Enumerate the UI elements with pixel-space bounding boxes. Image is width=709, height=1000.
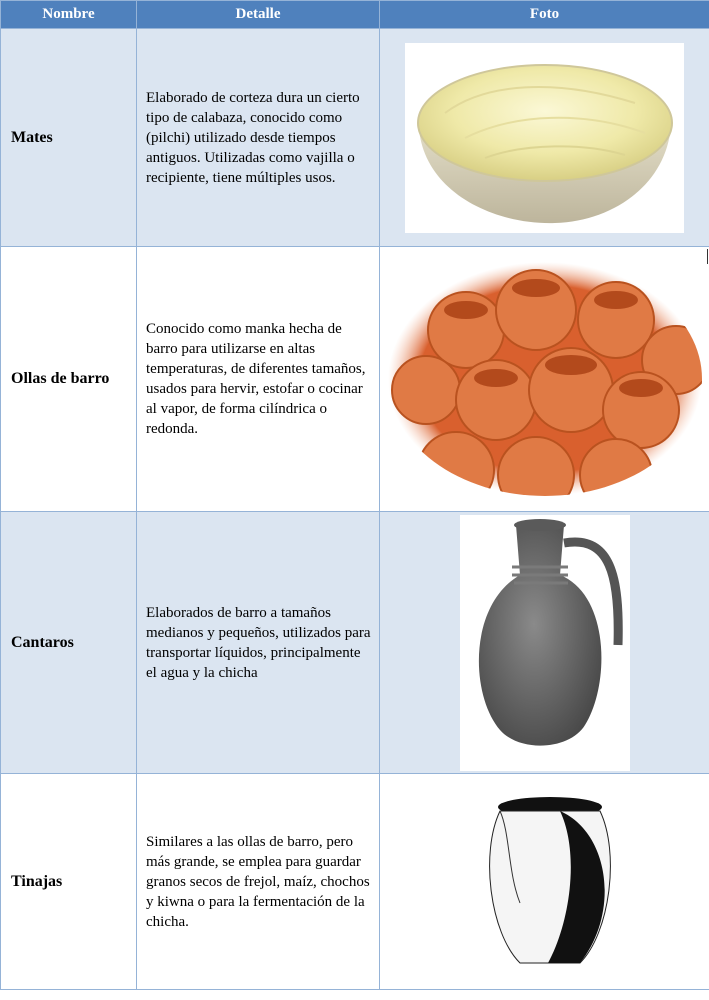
- row-name: Ollas de barro: [1, 247, 137, 512]
- clay-jug-photo: [460, 515, 630, 771]
- table-row: [1, 774, 709, 990]
- row-detail: Similares a las ollas de barro, pero más grande, se emplea para guardar granos secos de frejol, maíz, chochos y kiwna o para la fermentación de la chicha.: [137, 774, 380, 990]
- row-detail: Elaborados de barro a tamaños medianos y pequeños, utilizados para transportar líquidos, principalmente el agua y la chicha: [137, 512, 380, 774]
- row-detail: Elaborado de corteza dura un cierto tipo de calabaza, conocido como (pilchi) utilizado desde tiempos antiguos. Utilizadas como vajilla o recipiente, tiene múltiples usos.: [137, 29, 380, 247]
- row-name: Mates: [1, 29, 137, 247]
- table-row: [1, 29, 709, 247]
- clay-pots-photo: [386, 260, 704, 498]
- table-row: [1, 247, 709, 512]
- header-detail: Detalle: [137, 1, 380, 29]
- row-name: Cantaros: [1, 512, 137, 774]
- gourd-bowl-photo: [405, 43, 684, 233]
- row-detail: Conocido como manka hecha de barro para utilizarse en altas temperaturas, de diferentes tamaños, usados para hervir, estofar o cocinar al vapor, de forma cilíndrica o redonda.: [137, 247, 380, 512]
- row-photo-cell: [380, 774, 709, 990]
- row-photo-cell: [380, 247, 709, 512]
- table-row: [1, 512, 709, 774]
- row-name: Tinajas: [1, 774, 137, 990]
- row-photo-cell: [380, 29, 709, 247]
- header-name: Nombre: [1, 1, 137, 29]
- text-cursor-mark: [707, 249, 708, 264]
- row-photo-cell: [380, 512, 709, 774]
- table-header-row: [1, 1, 709, 29]
- large-jar-photo: [460, 793, 630, 971]
- header-photo: Foto: [380, 1, 709, 29]
